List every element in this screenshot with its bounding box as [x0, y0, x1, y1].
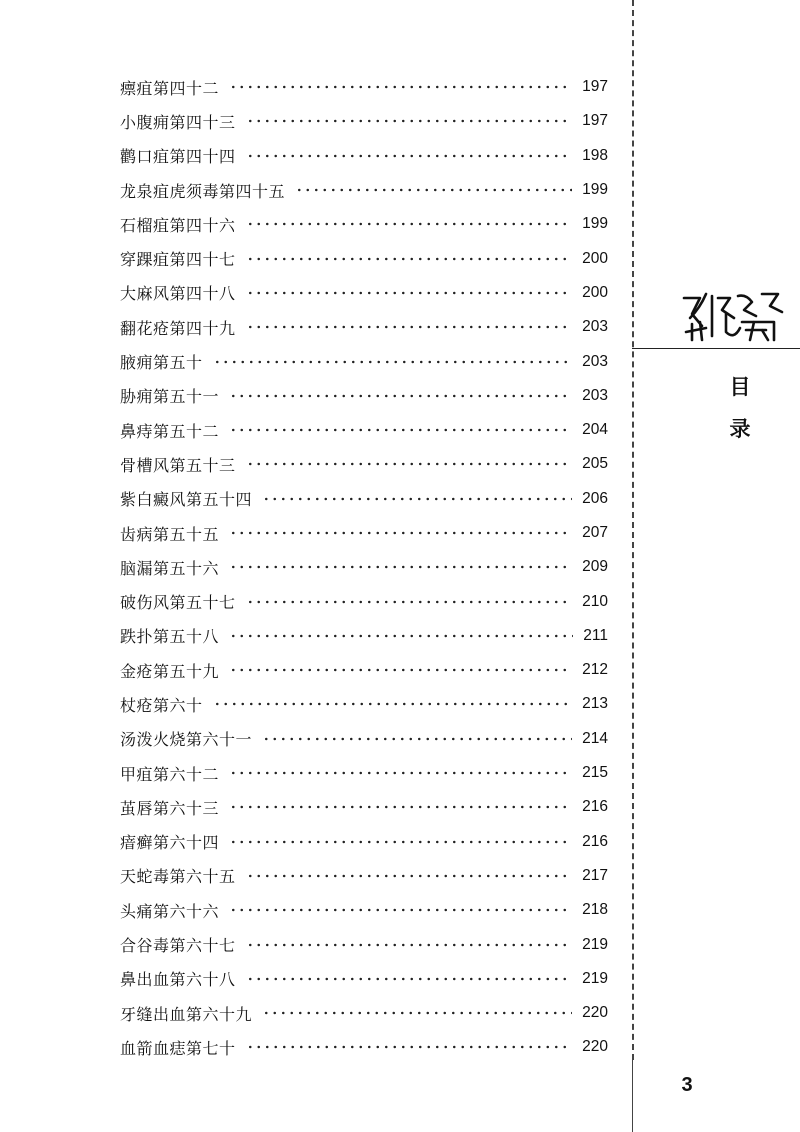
toc-dot-leader: [213, 702, 573, 706]
toc-entry-page: 211: [583, 626, 608, 644]
toc-entry-title: 紫白癜风第五十四: [120, 490, 253, 510]
toc-entry[interactable]: [120, 550, 608, 584]
toc-dot-leader: [246, 257, 573, 261]
toc-entry[interactable]: [120, 207, 608, 241]
toc-entry-title: 杖疮第六十: [120, 695, 203, 715]
toc-entry-page: 217: [582, 866, 608, 884]
toc-entry[interactable]: [120, 859, 608, 893]
toc-entry[interactable]: [120, 344, 608, 378]
toc-entry[interactable]: [120, 241, 608, 275]
toc-entry-page: 206: [582, 489, 608, 507]
toc-dot-leader: [229, 840, 572, 844]
toc-entry[interactable]: [120, 139, 608, 173]
toc-entry[interactable]: [120, 379, 608, 413]
toc-entry-page: 218: [582, 901, 608, 919]
toc-dot-leader: [262, 1011, 572, 1015]
toc-entry-title: 齿病第五十五: [120, 524, 220, 544]
toc-dot-leader: [246, 977, 573, 981]
toc-entry-title: 茧唇第六十三: [120, 798, 220, 818]
toc-entry-title: 跌扑第五十八: [120, 627, 220, 647]
toc-entry-title: 大麻风第四十八: [120, 284, 236, 304]
toc-entry-title: 破伤风第五十七: [120, 593, 236, 613]
toc-entry[interactable]: [120, 447, 608, 481]
toc-entry-page: 203: [582, 318, 608, 336]
toc-dot-leader: [229, 805, 572, 809]
side-tab-title-line1: 目: [729, 375, 751, 399]
toc-entry-page: 216: [582, 832, 608, 850]
toc-entry-page: 216: [582, 798, 608, 816]
toc-entry[interactable]: [120, 173, 608, 207]
toc-entry-title: 瘖癣第六十四: [120, 833, 220, 853]
toc-entry-page: 212: [582, 661, 608, 679]
table-of-contents: [120, 70, 608, 1065]
toc-entry-title: 鼻出血第六十八: [120, 970, 236, 990]
toc-entry-page: 204: [582, 421, 608, 439]
toc-dot-leader: [229, 531, 572, 535]
toc-entry-title: 腋痈第五十: [120, 353, 203, 373]
toc-entry[interactable]: [120, 653, 608, 687]
toc-entry-title: 鹳口疽第四十四: [120, 147, 236, 167]
toc-entry[interactable]: [120, 413, 608, 447]
toc-entry-page: 213: [582, 695, 608, 713]
toc-dot-leader: [246, 291, 573, 295]
toc-entry[interactable]: [120, 996, 608, 1030]
toc-entry-page: 209: [582, 558, 608, 576]
toc-entry-title: 小腹痈第四十三: [120, 112, 236, 132]
toc-dot-leader: [246, 943, 573, 947]
side-tab-title: [716, 366, 764, 450]
toc-entry[interactable]: [120, 825, 608, 859]
toc-entry-title: 脑漏第五十六: [120, 558, 220, 578]
toc-dot-leader: [246, 119, 573, 123]
seal-logo-icon: [678, 288, 786, 344]
toc-entry-page: 200: [582, 249, 608, 267]
toc-entry-title: 金疮第五十九: [120, 661, 220, 681]
toc-entry-page: 205: [582, 455, 608, 473]
side-tab-title-line2: 录: [729, 417, 751, 441]
toc-entry-title: 合谷毒第六十七: [120, 936, 236, 956]
toc-entry[interactable]: [120, 722, 608, 756]
toc-entry[interactable]: [120, 619, 608, 653]
toc-entry-title: 穿踝疽第四十七: [120, 250, 236, 270]
toc-entry[interactable]: [120, 482, 608, 516]
toc-entry[interactable]: [120, 962, 608, 996]
toc-dot-leader: [229, 634, 573, 638]
toc-entry-page: 197: [582, 112, 608, 130]
toc-entry-page: 198: [582, 146, 608, 164]
toc-entry-title: 鼻痔第五十二: [120, 421, 220, 441]
toc-entry[interactable]: [120, 687, 608, 721]
margin-solid-rule: [632, 1060, 633, 1132]
toc-entry-page: 203: [582, 352, 608, 370]
toc-entry-title: 胁痈第五十一: [120, 387, 220, 407]
toc-entry-page: 210: [582, 592, 608, 610]
toc-entry-title: 甲疽第六十二: [120, 764, 220, 784]
toc-entry[interactable]: [120, 1030, 608, 1064]
toc-entry[interactable]: [120, 310, 608, 344]
page-number: 3: [681, 1074, 693, 1096]
toc-dot-leader: [246, 222, 573, 226]
toc-dot-leader: [246, 154, 573, 158]
toc-dot-leader: [213, 360, 573, 364]
toc-entry-page: 199: [582, 181, 608, 199]
toc-dot-leader: [229, 428, 572, 432]
toc-dot-leader: [246, 325, 573, 329]
toc-entry[interactable]: [120, 893, 608, 927]
toc-entry-title: 汤泼火烧第六十一: [120, 730, 253, 750]
toc-entry-title: 瘭疽第四十二: [120, 78, 220, 98]
toc-entry[interactable]: [120, 516, 608, 550]
toc-dot-leader: [229, 668, 572, 672]
toc-dot-leader: [229, 908, 572, 912]
toc-entry-title: 牙缝出血第六十九: [120, 1004, 253, 1024]
toc-dot-leader: [262, 737, 572, 741]
toc-dot-leader: [229, 565, 572, 569]
toc-entry-title: 龙泉疽虎须毒第四十五: [120, 181, 286, 201]
toc-entry-title: 翻花疮第四十九: [120, 318, 236, 338]
toc-entry-page: 220: [582, 1004, 608, 1022]
toc-entry[interactable]: [120, 584, 608, 618]
toc-entry[interactable]: [120, 70, 608, 104]
toc-dot-leader: [246, 462, 573, 466]
toc-dot-leader: [229, 394, 572, 398]
toc-entry-page: 219: [582, 969, 608, 987]
toc-entry-title: 天蛇毒第六十五: [120, 867, 236, 887]
toc-entry-page: 220: [582, 1038, 608, 1056]
toc-dot-leader: [246, 600, 573, 604]
toc-entry-page: 214: [582, 729, 608, 747]
toc-entry-page: 197: [582, 78, 608, 96]
toc-dot-leader: [246, 874, 573, 878]
toc-entry-title: 骨槽风第五十三: [120, 455, 236, 475]
toc-dot-leader: [229, 771, 572, 775]
toc-entry-title: 头痛第六十六: [120, 901, 220, 921]
toc-entry-title: 石榴疽第四十六: [120, 215, 236, 235]
toc-entry-page: 200: [582, 283, 608, 301]
toc-entry[interactable]: [120, 927, 608, 961]
toc-entry[interactable]: [120, 790, 608, 824]
toc-entry-page: 207: [582, 524, 608, 541]
toc-entry[interactable]: [120, 276, 608, 310]
toc-entry-page: 219: [582, 935, 608, 953]
toc-entry-title: 血箭血痣第七十: [120, 1038, 236, 1058]
toc-dot-leader: [229, 85, 572, 89]
toc-entry-page: 199: [582, 215, 608, 233]
toc-dot-leader: [295, 188, 572, 192]
toc-entry[interactable]: [120, 104, 608, 138]
side-tab-rule: [632, 348, 800, 349]
toc-entry[interactable]: [120, 756, 608, 790]
toc-dot-leader: [262, 497, 572, 501]
toc-entry-page: 203: [582, 386, 608, 404]
margin-dashed-rule: [632, 0, 634, 1060]
toc-entry-page: 215: [582, 764, 608, 782]
toc-dot-leader: [246, 1045, 573, 1049]
